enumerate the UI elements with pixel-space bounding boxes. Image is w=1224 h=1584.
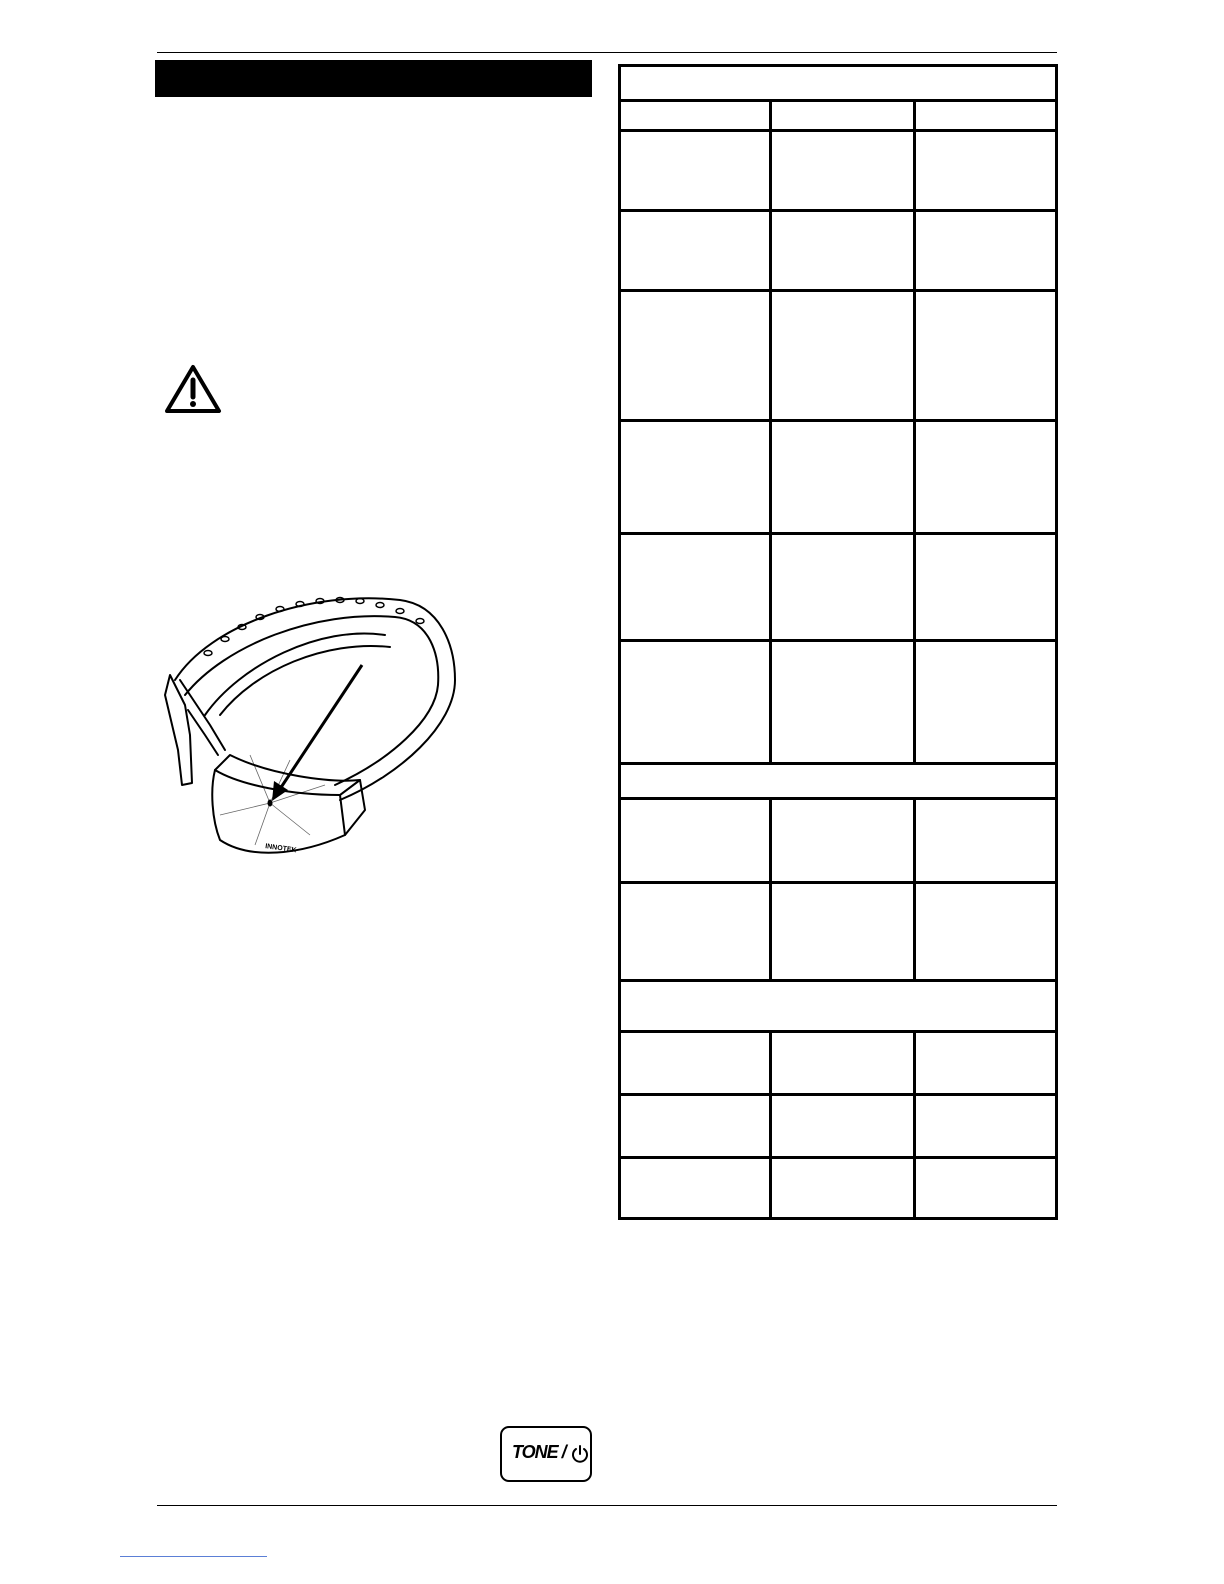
table-divider bbox=[621, 639, 1055, 642]
specification-table bbox=[618, 64, 1058, 1220]
column-divider bbox=[913, 1030, 916, 1220]
table-divider bbox=[621, 129, 1055, 132]
table-divider bbox=[621, 1093, 1055, 1096]
column-divider bbox=[913, 797, 916, 981]
dog-collar-receiver-illustration bbox=[150, 585, 480, 865]
warning-triangle-icon bbox=[163, 363, 223, 415]
link-underline[interactable] bbox=[120, 1556, 267, 1557]
section-heading-bar bbox=[155, 60, 592, 97]
table-divider bbox=[621, 762, 1055, 765]
table-divider bbox=[621, 209, 1055, 212]
table-divider bbox=[621, 979, 1055, 982]
table-divider bbox=[621, 881, 1055, 884]
table-divider bbox=[621, 797, 1055, 800]
table-divider bbox=[621, 419, 1055, 422]
column-divider bbox=[769, 99, 772, 764]
header-rule bbox=[157, 52, 1057, 53]
tone-button-label: TONE / bbox=[512, 1442, 566, 1462]
table-divider bbox=[621, 99, 1055, 102]
column-divider bbox=[769, 797, 772, 981]
footer-rule bbox=[157, 1505, 1057, 1506]
column-divider bbox=[913, 99, 916, 764]
collar-brand-text: INNOTEK bbox=[264, 843, 297, 855]
tone-power-button-icon bbox=[500, 1426, 592, 1482]
table-divider bbox=[621, 1030, 1055, 1033]
table-divider bbox=[621, 532, 1055, 535]
table-divider bbox=[621, 1156, 1055, 1159]
column-divider bbox=[769, 1030, 772, 1220]
power-icon bbox=[571, 1444, 589, 1464]
table-divider bbox=[621, 289, 1055, 292]
